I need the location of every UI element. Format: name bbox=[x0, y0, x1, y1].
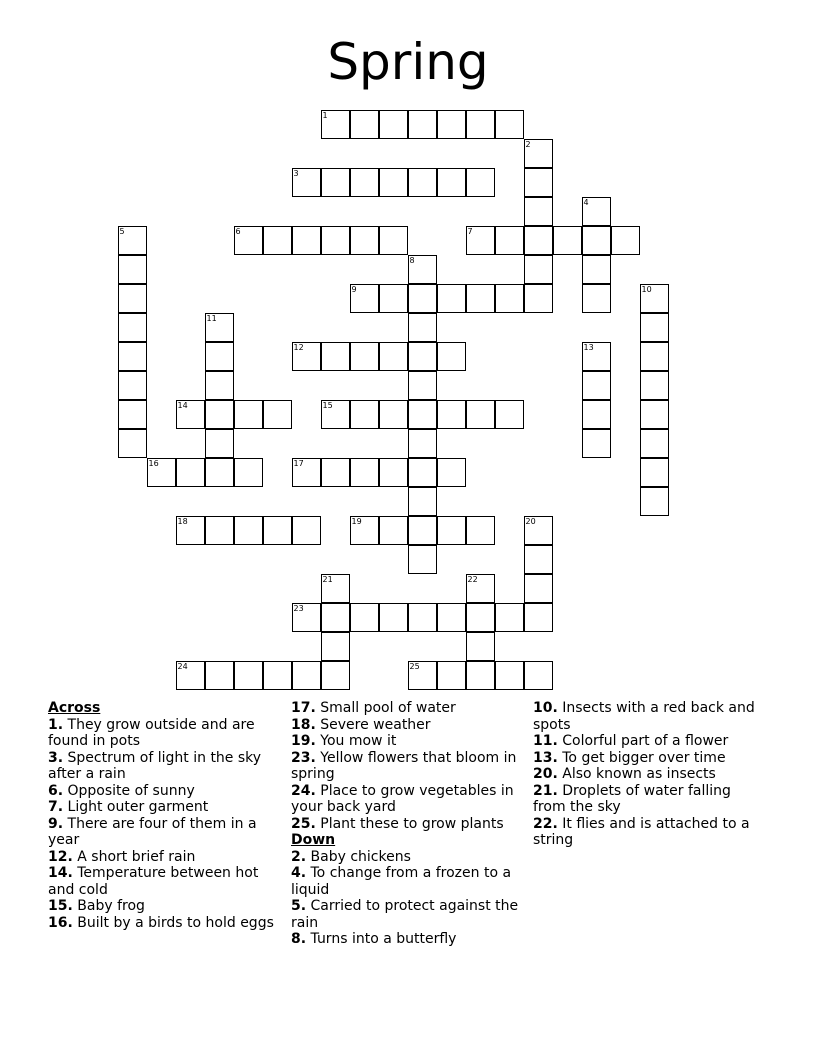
grid-cell[interactable] bbox=[582, 255, 611, 284]
grid-cell[interactable] bbox=[147, 458, 176, 487]
grid-cell[interactable] bbox=[408, 371, 437, 400]
grid-cell[interactable] bbox=[640, 400, 669, 429]
grid-cell[interactable] bbox=[466, 516, 495, 545]
grid-cell[interactable] bbox=[582, 371, 611, 400]
grid-cell[interactable] bbox=[408, 458, 437, 487]
grid-cell[interactable] bbox=[466, 603, 495, 632]
clue-item bbox=[48, 849, 280, 866]
grid-cell[interactable] bbox=[176, 516, 205, 545]
clue-item bbox=[48, 816, 280, 849]
grid-cell[interactable] bbox=[553, 226, 582, 255]
clue-item bbox=[533, 783, 765, 816]
clue-item-number: 2. bbox=[291, 848, 307, 865]
grid-cell[interactable] bbox=[408, 400, 437, 429]
clue-item-number: 25. bbox=[291, 815, 316, 832]
clue-number: 7 bbox=[467, 226, 473, 236]
grid-cell[interactable] bbox=[640, 371, 669, 400]
clue-item-number: 17. bbox=[291, 700, 316, 716]
grid-cell[interactable] bbox=[408, 429, 437, 458]
clue-item-number: 1. bbox=[48, 716, 64, 733]
grid-cell[interactable] bbox=[437, 458, 466, 487]
clue-item-text: Droplets of water falling from the sky bbox=[533, 782, 731, 815]
clue-item bbox=[291, 783, 523, 816]
puzzle-title: Spring bbox=[327, 33, 489, 91]
grid-cell[interactable] bbox=[321, 632, 350, 661]
grid-cell[interactable] bbox=[118, 226, 147, 255]
grid-cell[interactable] bbox=[640, 458, 669, 487]
grid-cell[interactable] bbox=[350, 603, 379, 632]
grid-cell[interactable] bbox=[582, 197, 611, 226]
grid-cell[interactable] bbox=[292, 516, 321, 545]
clue-number: 10 bbox=[641, 284, 652, 294]
clue-item-number: 15. bbox=[48, 898, 73, 914]
grid-cell[interactable] bbox=[495, 661, 524, 690]
clue-item-number: 16. bbox=[48, 914, 73, 931]
grid-cell[interactable] bbox=[176, 458, 205, 487]
grid-cell[interactable] bbox=[205, 371, 234, 400]
clue-item bbox=[291, 816, 523, 833]
clue-item-text: Small pool of water bbox=[315, 700, 456, 716]
grid-cell[interactable] bbox=[466, 226, 495, 255]
clue-item-text: Yellow flowers that bloom in spring bbox=[291, 749, 517, 782]
grid-cell[interactable] bbox=[118, 284, 147, 313]
clue-number: 3 bbox=[293, 168, 299, 178]
clue-item-number: 8. bbox=[291, 931, 307, 947]
grid-cell[interactable] bbox=[379, 168, 408, 197]
grid-cell[interactable] bbox=[524, 574, 553, 603]
grid-cell[interactable] bbox=[408, 342, 437, 371]
clue-item-text: Turns into a butterfly bbox=[306, 931, 457, 947]
grid-cell[interactable] bbox=[321, 400, 350, 429]
grid-cell[interactable] bbox=[408, 110, 437, 139]
grid-cell[interactable] bbox=[292, 458, 321, 487]
grid-cell[interactable] bbox=[437, 603, 466, 632]
clue-item bbox=[291, 733, 523, 750]
grid-cell[interactable] bbox=[524, 226, 553, 255]
grid-cell[interactable] bbox=[234, 226, 263, 255]
grid-cell[interactable] bbox=[379, 284, 408, 313]
grid-cell[interactable] bbox=[379, 458, 408, 487]
grid-cell[interactable] bbox=[524, 255, 553, 284]
grid-cell[interactable] bbox=[437, 284, 466, 313]
grid-cell[interactable] bbox=[582, 342, 611, 371]
clue-number: 4 bbox=[583, 197, 589, 207]
grid-cell[interactable] bbox=[176, 400, 205, 429]
clue-item bbox=[533, 816, 765, 849]
clue-item-text: Colorful part of a flower bbox=[557, 733, 729, 749]
clue-item-text: Plant these to grow plants bbox=[315, 815, 504, 832]
grid-cell[interactable] bbox=[321, 661, 350, 690]
grid-cell[interactable] bbox=[611, 226, 640, 255]
grid-cell[interactable] bbox=[292, 603, 321, 632]
clue-item-text: You mow it bbox=[315, 733, 397, 749]
clue-number: 2 bbox=[525, 139, 531, 149]
grid-cell[interactable] bbox=[292, 342, 321, 371]
clue-number: 13 bbox=[583, 342, 594, 352]
grid-cell[interactable] bbox=[408, 313, 437, 342]
clue-item bbox=[291, 931, 523, 948]
clues-column-2 bbox=[291, 700, 523, 948]
clues-column-1 bbox=[48, 700, 280, 931]
clue-item bbox=[48, 750, 280, 783]
clue-item bbox=[533, 733, 765, 750]
grid-cell[interactable] bbox=[466, 632, 495, 661]
grid-cell[interactable] bbox=[524, 661, 553, 690]
clue-item-number: 5. bbox=[291, 898, 307, 914]
clue-item-number: 14. bbox=[48, 865, 73, 881]
grid-cell[interactable] bbox=[582, 284, 611, 313]
clue-item bbox=[291, 750, 523, 783]
grid-cell[interactable] bbox=[292, 168, 321, 197]
clue-item-text: To change from a frozen to a liquid bbox=[291, 865, 512, 898]
grid-cell[interactable] bbox=[524, 197, 553, 226]
clue-item bbox=[48, 915, 280, 932]
clue-number: 12 bbox=[293, 342, 304, 352]
grid-cell[interactable] bbox=[466, 168, 495, 197]
clue-number: 19 bbox=[351, 516, 362, 526]
clue-item-text: To get bigger over time bbox=[557, 749, 726, 766]
clue-item-text: Carried to protect against the rain bbox=[291, 898, 519, 931]
grid-cell[interactable] bbox=[350, 168, 379, 197]
grid-cell[interactable] bbox=[234, 458, 263, 487]
clue-number: 6 bbox=[235, 226, 241, 236]
grid-cell[interactable] bbox=[379, 342, 408, 371]
clue-item-text: Baby chickens bbox=[306, 848, 411, 865]
grid-cell[interactable] bbox=[640, 342, 669, 371]
clue-number: 1 bbox=[322, 110, 328, 120]
clue-item bbox=[291, 865, 523, 898]
grid-cell[interactable] bbox=[466, 400, 495, 429]
clue-item bbox=[533, 700, 765, 733]
grid-cell[interactable] bbox=[118, 371, 147, 400]
clue-item-number: 10. bbox=[533, 700, 558, 716]
grid-cell[interactable] bbox=[205, 661, 234, 690]
grid-cell[interactable] bbox=[350, 400, 379, 429]
clue-item-number: 22. bbox=[533, 815, 558, 832]
clue-number: 21 bbox=[322, 574, 333, 584]
grid-cell[interactable] bbox=[118, 400, 147, 429]
grid-cell[interactable] bbox=[640, 313, 669, 342]
clue-item-number: 3. bbox=[48, 749, 64, 766]
grid-cell[interactable] bbox=[437, 110, 466, 139]
clue-item bbox=[533, 766, 765, 783]
clue-number: 5 bbox=[119, 226, 125, 236]
grid-cell[interactable] bbox=[582, 226, 611, 255]
grid-cell[interactable] bbox=[350, 226, 379, 255]
grid-cell[interactable] bbox=[118, 429, 147, 458]
grid-cell[interactable] bbox=[263, 516, 292, 545]
grid-cell[interactable] bbox=[205, 313, 234, 342]
grid-cell[interactable] bbox=[495, 110, 524, 139]
clue-item-text: There are four of them in a year bbox=[48, 815, 257, 848]
grid-cell[interactable] bbox=[292, 661, 321, 690]
grid-cell[interactable] bbox=[408, 284, 437, 313]
clue-section-heading: Down bbox=[291, 832, 336, 848]
grid-cell[interactable] bbox=[321, 342, 350, 371]
grid-cell[interactable] bbox=[495, 400, 524, 429]
clue-item bbox=[291, 700, 523, 717]
grid-cell[interactable] bbox=[524, 168, 553, 197]
clue-number: 20 bbox=[525, 516, 536, 526]
clue-item-number: 23. bbox=[291, 749, 316, 766]
clue-item-number: 7. bbox=[48, 799, 64, 815]
grid-cell[interactable] bbox=[118, 255, 147, 284]
grid-cell[interactable] bbox=[205, 458, 234, 487]
grid-cell[interactable] bbox=[495, 284, 524, 313]
grid-cell[interactable] bbox=[524, 516, 553, 545]
clue-item-text: Light outer garment bbox=[63, 799, 209, 815]
grid-cell[interactable] bbox=[408, 255, 437, 284]
clue-item-number: 9. bbox=[48, 815, 64, 832]
grid-cell[interactable] bbox=[524, 603, 553, 632]
grid-cell[interactable] bbox=[205, 516, 234, 545]
clue-item-text: Spectrum of light in the sky after a rain bbox=[48, 749, 262, 782]
clue-item bbox=[48, 865, 280, 898]
grid-cell[interactable] bbox=[640, 487, 669, 516]
clue-section-heading: Across bbox=[48, 700, 101, 716]
clue-item-number: 19. bbox=[291, 733, 316, 749]
clue-item-number: 6. bbox=[48, 782, 64, 799]
clue-item bbox=[48, 799, 280, 816]
grid-cell[interactable] bbox=[350, 342, 379, 371]
grid-cell[interactable] bbox=[118, 313, 147, 342]
grid-cell[interactable] bbox=[234, 661, 263, 690]
clue-item-text: A short brief rain bbox=[72, 848, 196, 865]
grid-cell[interactable] bbox=[437, 400, 466, 429]
clue-item-number: 4. bbox=[291, 865, 307, 881]
clue-item-number: 12. bbox=[48, 848, 73, 865]
clue-item-text: They grow outside and are found in pots bbox=[48, 716, 255, 749]
clue-item bbox=[48, 898, 280, 915]
clue-number: 15 bbox=[322, 400, 333, 410]
grid-cell[interactable] bbox=[582, 429, 611, 458]
clue-number: 8 bbox=[409, 255, 415, 265]
grid-cell[interactable] bbox=[437, 661, 466, 690]
grid-cell[interactable] bbox=[176, 661, 205, 690]
grid-cell[interactable] bbox=[321, 603, 350, 632]
grid-cell[interactable] bbox=[437, 168, 466, 197]
clue-item-number: 21. bbox=[533, 782, 558, 799]
clue-item-text: Opposite of sunny bbox=[63, 782, 195, 799]
grid-cell[interactable] bbox=[350, 284, 379, 313]
grid-cell[interactable] bbox=[437, 516, 466, 545]
clue-item-number: 18. bbox=[291, 716, 316, 733]
clue-number: 25 bbox=[409, 661, 420, 671]
clue-number: 23 bbox=[293, 603, 304, 613]
clue-number: 18 bbox=[177, 516, 188, 526]
clue-item-number: 11. bbox=[533, 733, 558, 749]
clue-item-text: Baby frog bbox=[72, 898, 145, 914]
clue-item bbox=[48, 717, 280, 750]
grid-cell[interactable] bbox=[408, 603, 437, 632]
grid-cell[interactable] bbox=[379, 226, 408, 255]
grid-cell[interactable] bbox=[524, 139, 553, 168]
grid-cell[interactable] bbox=[321, 574, 350, 603]
clue-number: 9 bbox=[351, 284, 357, 294]
grid-cell[interactable] bbox=[321, 110, 350, 139]
clue-number: 17 bbox=[293, 458, 304, 468]
grid-cell[interactable] bbox=[350, 516, 379, 545]
grid-cell[interactable] bbox=[205, 400, 234, 429]
grid-cell[interactable] bbox=[234, 400, 263, 429]
grid-cell[interactable] bbox=[408, 487, 437, 516]
grid-cell[interactable] bbox=[437, 342, 466, 371]
grid-cell[interactable] bbox=[466, 284, 495, 313]
grid-cell[interactable] bbox=[640, 284, 669, 313]
clue-item-number: 20. bbox=[533, 766, 558, 782]
grid-cell[interactable] bbox=[321, 458, 350, 487]
clue-item bbox=[48, 783, 280, 800]
grid-cell[interactable] bbox=[408, 516, 437, 545]
grid-cell[interactable] bbox=[321, 226, 350, 255]
grid-cell[interactable] bbox=[234, 516, 263, 545]
clue-item bbox=[533, 750, 765, 767]
grid-cell[interactable] bbox=[379, 400, 408, 429]
grid-cell[interactable] bbox=[524, 284, 553, 313]
clue-item bbox=[291, 717, 523, 734]
clue-item-text: Built by a birds to hold eggs bbox=[72, 914, 274, 931]
clue-number: 14 bbox=[177, 400, 188, 410]
grid-cell[interactable] bbox=[263, 661, 292, 690]
grid-cell[interactable] bbox=[466, 110, 495, 139]
clue-number: 16 bbox=[148, 458, 159, 468]
grid-cell[interactable] bbox=[263, 226, 292, 255]
clue-number: 22 bbox=[467, 574, 478, 584]
clue-item bbox=[291, 849, 523, 866]
grid-cell[interactable] bbox=[466, 661, 495, 690]
grid-cell[interactable] bbox=[379, 110, 408, 139]
grid-cell[interactable] bbox=[379, 603, 408, 632]
grid-cell[interactable] bbox=[350, 458, 379, 487]
grid-cell[interactable] bbox=[495, 603, 524, 632]
clue-number: 11 bbox=[206, 313, 217, 323]
clue-item-number: 13. bbox=[533, 749, 558, 766]
grid-cell[interactable] bbox=[321, 168, 350, 197]
grid-cell[interactable] bbox=[408, 661, 437, 690]
clue-item-number: 24. bbox=[291, 782, 316, 799]
clue-item-text: Severe weather bbox=[315, 716, 431, 733]
clue-item bbox=[291, 898, 523, 931]
grid-cell[interactable] bbox=[495, 226, 524, 255]
clues-column-3 bbox=[533, 700, 765, 849]
grid-cell[interactable] bbox=[350, 110, 379, 139]
clue-item-text: Insects with a red back and spots bbox=[533, 700, 755, 733]
grid-cell[interactable] bbox=[408, 168, 437, 197]
grid-cell[interactable] bbox=[205, 342, 234, 371]
grid-cell[interactable] bbox=[524, 545, 553, 574]
grid-cell[interactable] bbox=[640, 429, 669, 458]
clue-item-text: Temperature between hot and cold bbox=[48, 865, 259, 898]
clue-item-text: Also known as insects bbox=[557, 766, 716, 782]
clue-number: 24 bbox=[177, 661, 188, 671]
grid-cell[interactable] bbox=[379, 516, 408, 545]
grid-cell[interactable] bbox=[263, 400, 292, 429]
grid-cell[interactable] bbox=[408, 545, 437, 574]
grid-cell[interactable] bbox=[292, 226, 321, 255]
clue-item-text: Place to grow vegetables in your back yard bbox=[291, 782, 514, 815]
grid-cell[interactable] bbox=[205, 429, 234, 458]
grid-cell[interactable] bbox=[118, 342, 147, 371]
grid-cell[interactable] bbox=[466, 574, 495, 603]
grid-cell[interactable] bbox=[582, 400, 611, 429]
clue-item-text: It flies and is attached to a string bbox=[533, 815, 750, 848]
